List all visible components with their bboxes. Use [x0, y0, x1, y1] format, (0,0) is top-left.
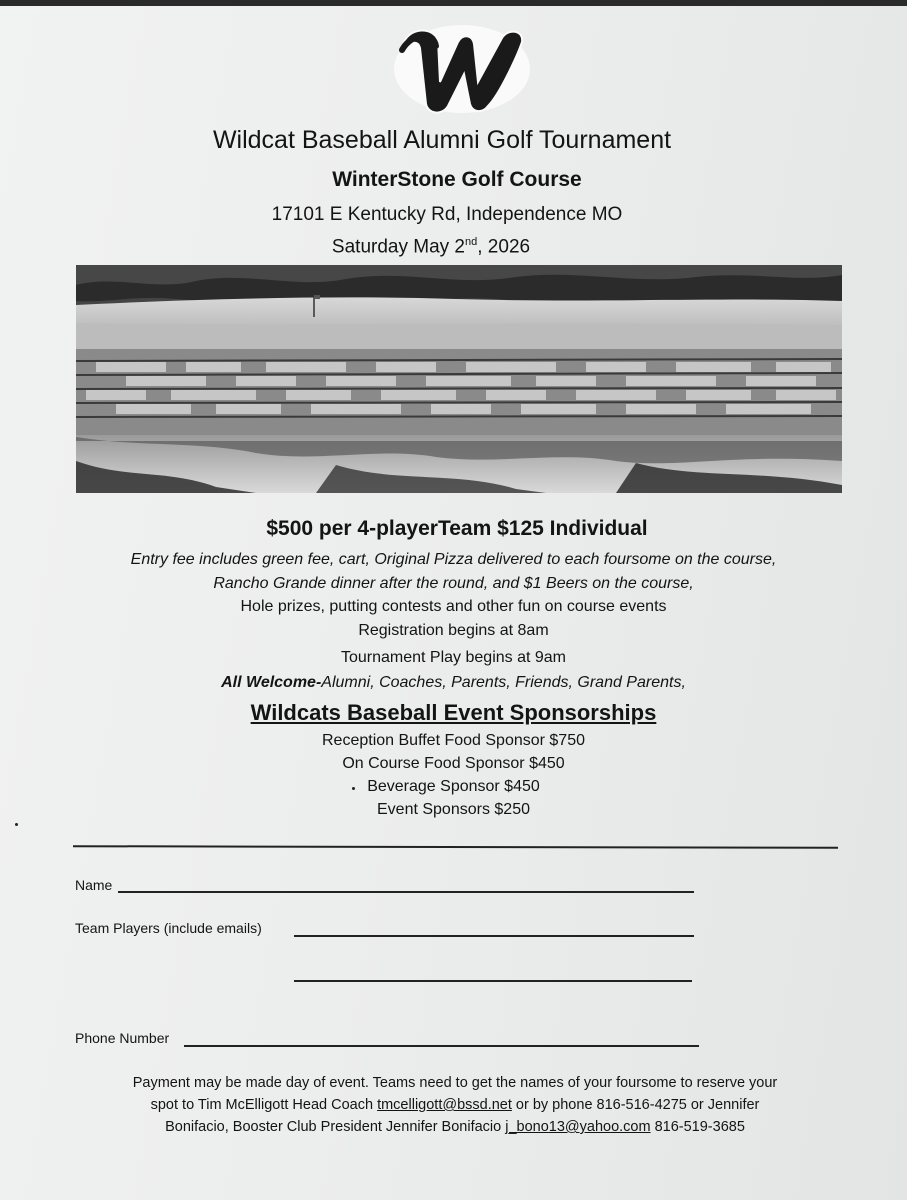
- top-edge: [0, 0, 907, 6]
- team-players-label: Team Players (include emails): [75, 920, 262, 936]
- payment-line-3a: Bonifacio, Booster Club President Jennifer Bonifacio: [165, 1119, 506, 1135]
- payment-line-3: [60, 1119, 850, 1135]
- golf-course-photo: [76, 265, 842, 493]
- name-label: Name: [75, 877, 113, 893]
- date-prefix: Saturday May 2: [331, 236, 465, 258]
- welcome-rest: Alumni, Coaches, Parents, Friends, Grand Parents,: [321, 674, 686, 691]
- welcome-line: [0, 674, 907, 692]
- speck: [352, 787, 355, 790]
- event-date: [0, 236, 862, 258]
- team-players-field[interactable]: [294, 935, 694, 937]
- payment-line-2: [60, 1097, 850, 1113]
- course-name: WinterStone Golf Course: [332, 168, 582, 191]
- phone-field[interactable]: [184, 1045, 699, 1047]
- welcome-bold: All Welcome-: [221, 674, 322, 691]
- sponsorships-heading: Wildcats Baseball Event Sponsorships: [250, 700, 657, 725]
- name-field[interactable]: [118, 891, 694, 893]
- sponsorship-item: On Course Food Sponsor $450: [342, 755, 565, 772]
- payment-line-2a: spot to Tim McElligott Head Coach: [150, 1097, 378, 1113]
- date-suffix: nd: [465, 236, 478, 248]
- payment-line-1: Payment may be made day of event. Teams need to get the names of your foursome to reserve your: [132, 1075, 778, 1091]
- sponsorship-item: Event Sponsors $250: [377, 801, 530, 818]
- team-players-field-2[interactable]: [294, 980, 692, 982]
- phone-label: Phone Number: [75, 1030, 170, 1046]
- registration-time: Registration begins at 8am: [358, 622, 549, 639]
- pricing-headline: $500 per 4-playerTeam $125 Individual: [266, 517, 648, 540]
- entry-fee-line-2: Rancho Grande dinner after the round, and $1 Beers on the course,: [213, 575, 694, 592]
- sponsorship-item: Reception Buffet Food Sponsor $750: [322, 732, 585, 749]
- payment-line-2b: or by phone 816-516-4275 or Jennifer: [511, 1097, 760, 1113]
- booster-email-link[interactable]: j_bono13@yahoo.com: [505, 1119, 651, 1135]
- sponsorship-item: Beverage Sponsor $450: [367, 778, 540, 795]
- speck: [15, 823, 18, 826]
- entry-fee-line-1: Entry fee includes green fee, cart, Original Pizza delivered to each foursome on the course,: [130, 551, 777, 568]
- date-year: , 2026: [477, 236, 531, 258]
- payment-line-3b: 816-519-3685: [650, 1119, 745, 1135]
- event-title: Wildcat Baseball Alumni Golf Tournament: [212, 126, 672, 154]
- wildcats-w-logo: [392, 20, 532, 118]
- play-time: Tournament Play begins at 9am: [340, 649, 566, 666]
- coach-email-link[interactable]: tmcelligott@bssd.net: [377, 1097, 512, 1113]
- extras-line: Hole prizes, putting contests and other fun on course events: [240, 598, 667, 615]
- course-address: 17101 E Kentucky Rd, Independence MO: [271, 204, 623, 225]
